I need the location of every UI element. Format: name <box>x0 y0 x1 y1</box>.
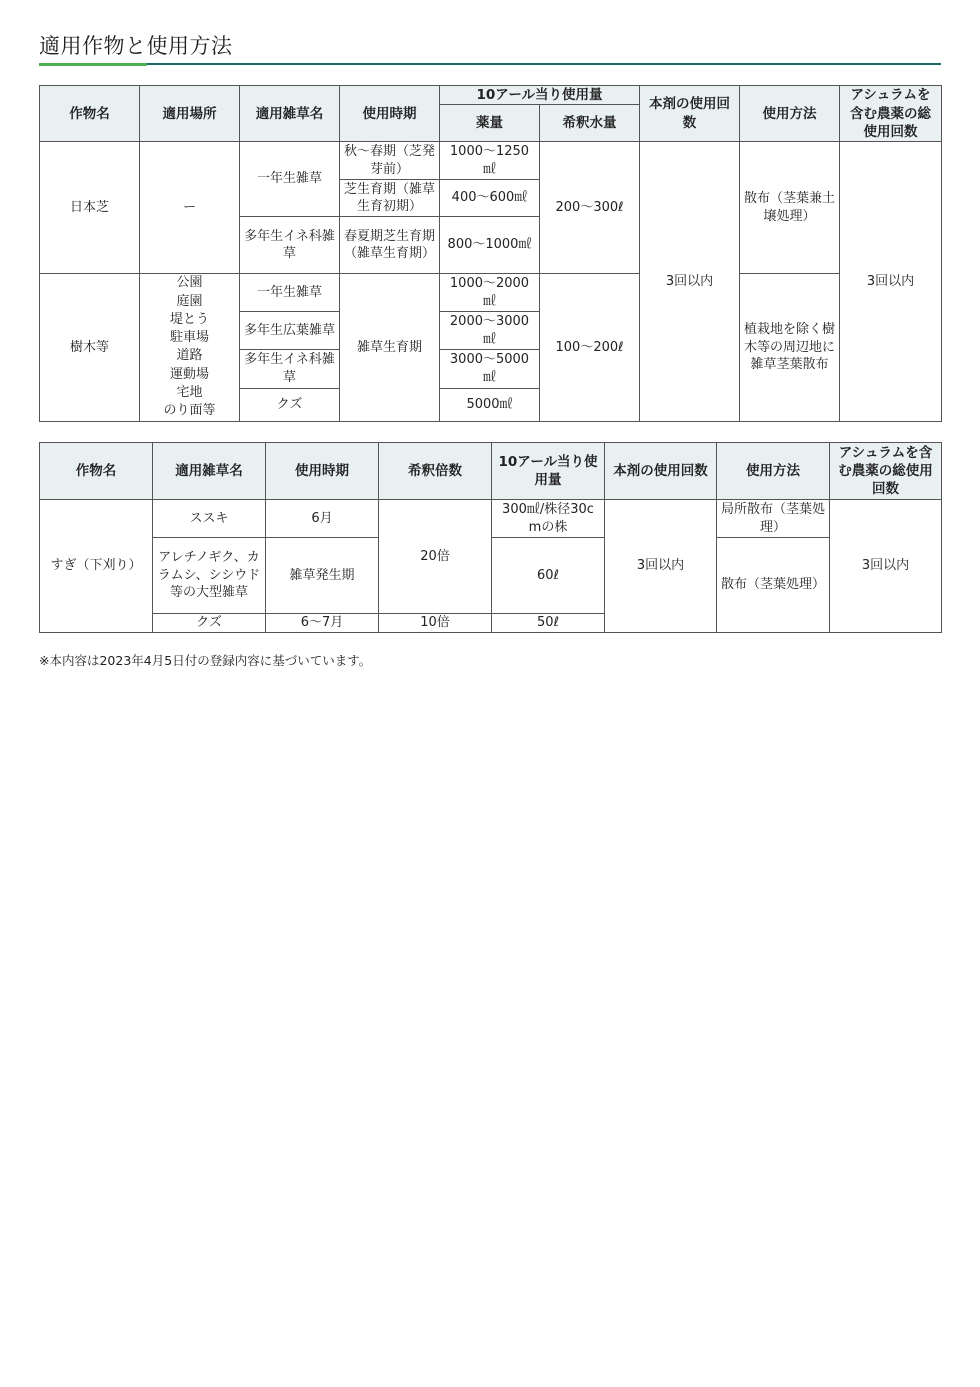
usage-table-turf-trees <box>39 85 942 422</box>
footnote: ※本内容は2023年4月5日付の登録内容に基づいています。 <box>39 653 372 668</box>
dilution-water-cell-trees: 100〜200ℓ <box>540 274 640 421</box>
place-item: 道路 <box>176 348 203 364</box>
header-usage-2: 10アール当り使用量 <box>492 443 605 500</box>
timing-cell-large-weeds: 雑草発生期 <box>266 538 379 614</box>
header-crop: 作物名 <box>40 86 140 142</box>
weed-cell-kudzu-trees: クズ <box>240 388 340 421</box>
timing-cell-kudzu-cedar: 6〜7月 <box>266 614 379 633</box>
weed-cell-annual-trees: 一年生雑草 <box>240 274 340 312</box>
header-count: 本剤の使用回数 <box>640 86 740 142</box>
place-item: のり面等 <box>163 403 216 419</box>
usage-table-cedar <box>39 442 942 633</box>
usage-cell-large-weeds: 60ℓ <box>492 538 605 614</box>
timing-cell-autumn-spring: 秋〜春期（芝発芽前） <box>340 142 440 180</box>
timing-cell-susuki: 6月 <box>266 500 379 538</box>
place-item: 庭園 <box>176 293 203 309</box>
weed-cell-kudzu-cedar: クズ <box>153 614 266 633</box>
header-weed-2: 適用雑草名 <box>153 443 266 500</box>
method-cell-turf: 散布（茎葉兼土壌処理） <box>740 142 840 274</box>
method-cell-trees: 植栽地を除く樹木等の周辺地に雑草茎葉散布 <box>740 274 840 421</box>
crop-cell-trees: 樹木等 <box>40 274 140 421</box>
usage-cell-susuki: 300㎖/株径30cmの株 <box>492 500 605 538</box>
timing-cell-spring-summer: 春夏期芝生育期（雑草生育期） <box>340 217 440 274</box>
table1-header-row-1 <box>40 86 942 105</box>
amount-cell-turf-2: 400〜600㎖ <box>440 180 540 217</box>
header-method-2: 使用方法 <box>717 443 830 500</box>
place-item: 駐車場 <box>169 330 209 346</box>
place-cell-turf: ー <box>140 142 240 274</box>
header-crop-2: 作物名 <box>40 443 153 500</box>
header-timing-2: 使用時期 <box>266 443 379 500</box>
weed-cell-perennial-broadleaf: 多年生広葉雑草 <box>240 312 340 350</box>
amount-cell-trees-2: 2000〜3000㎖ <box>440 312 540 350</box>
header-count-2: 本剤の使用回数 <box>605 443 717 500</box>
header-method: 使用方法 <box>740 86 840 142</box>
usage-cell-kudzu-cedar: 50ℓ <box>492 614 605 633</box>
timing-cell-growth-early: 芝生育期（雑草生育初期） <box>340 180 440 217</box>
header-weed: 適用雑草名 <box>240 86 340 142</box>
amount-cell-turf-1: 1000〜1250㎖ <box>440 142 540 180</box>
amount-cell-trees-4: 5000㎖ <box>440 388 540 421</box>
place-item: 堤とう <box>169 311 209 327</box>
table-row <box>40 274 942 312</box>
title-divider-accent <box>39 63 147 66</box>
count-cell-table2: 3回以内 <box>605 500 717 633</box>
dilution-ratio-cell-kudzu: 10倍 <box>379 614 492 633</box>
total-count-cell-table1: 3回以内 <box>840 142 942 421</box>
table-row <box>40 142 942 180</box>
header-total-count: アシュラムを含む農薬の総使用回数 <box>840 86 942 142</box>
header-timing: 使用時期 <box>340 86 440 142</box>
table2-header-row <box>40 443 942 500</box>
weed-cell-perennial-grass-trees: 多年生イネ科雑草 <box>240 350 340 388</box>
amount-cell-trees-3: 3000〜5000㎖ <box>440 350 540 388</box>
amount-cell-trees-1: 1000〜2000㎖ <box>440 274 540 312</box>
page-title: 適用作物と使用方法 <box>39 34 233 58</box>
header-chemical-amount: 薬量 <box>440 105 540 142</box>
weed-cell-annual-turf: 一年生雑草 <box>240 142 340 217</box>
weed-cell-perennial-grass-turf: 多年生イネ科雑草 <box>240 217 340 274</box>
dilution-water-cell-turf: 200〜300ℓ <box>540 142 640 274</box>
weed-cell-large-weeds: アレチノギク、カラムシ、シシウド等の大型雑草 <box>153 538 266 614</box>
dilution-ratio-cell-main: 20倍 <box>379 500 492 614</box>
method-cell-susuki: 局所散布（茎葉処理） <box>717 500 830 538</box>
header-place: 適用場所 <box>140 86 240 142</box>
header-dilution-ratio: 希釈倍数 <box>379 443 492 500</box>
header-dilution-water: 希釈水量 <box>540 105 640 142</box>
header-usage-group: 10アール当り使用量 <box>440 86 640 105</box>
title-divider <box>39 63 941 65</box>
amount-cell-turf-3: 800〜1000㎖ <box>440 217 540 274</box>
header-total-count-2: アシュラムを含む農薬の総使用回数 <box>830 443 942 500</box>
place-item: 公園 <box>176 275 203 291</box>
place-cell-trees <box>140 274 240 421</box>
crop-cell-cedar: すぎ（下刈り） <box>40 500 153 633</box>
weed-cell-susuki: ススキ <box>153 500 266 538</box>
place-item: 運動場 <box>169 366 209 382</box>
timing-cell-trees: 雑草生育期 <box>340 274 440 421</box>
method-cell-large-weeds: 散布（茎葉処理） <box>717 538 830 633</box>
count-cell-table1: 3回以内 <box>640 142 740 421</box>
crop-cell-turf: 日本芝 <box>40 142 140 274</box>
table-row <box>40 500 942 538</box>
total-count-cell-table2: 3回以内 <box>830 500 942 633</box>
place-item: 宅地 <box>176 385 203 400</box>
